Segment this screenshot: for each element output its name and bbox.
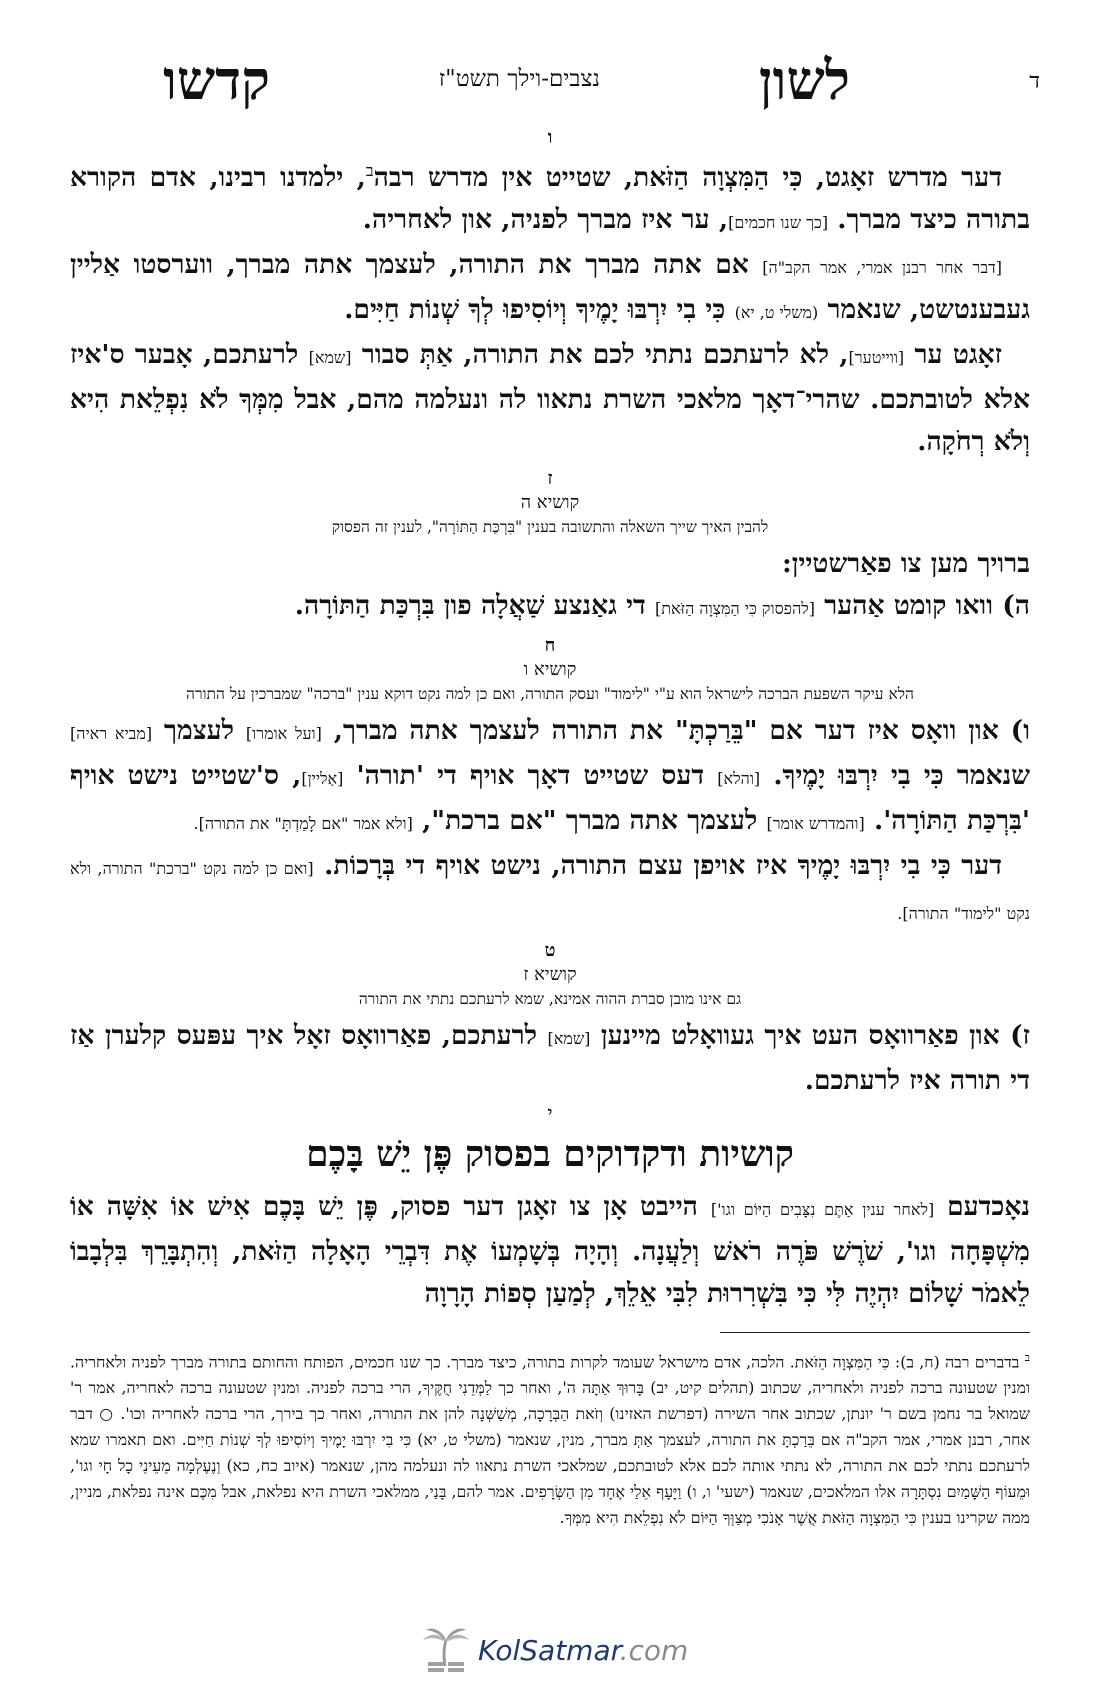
section-heading: קושיות ודקדוקים בפסוק פֶּן יֵשׁ בָּכֶם — [306, 1132, 794, 1175]
paragraph-ki-vi: דער כִּי בִי יִרְבּוּ יָמֶיךָ איז אויפן עצם התורה, נישט אויף די בְּרָכוֹת. [ואם כן למה נקט "ברכת" התורה, ולא נקט "לימוד" התורה]. — [70, 849, 1030, 923]
header-title-left: קדשו — [163, 48, 270, 112]
section-marker-yud: י — [547, 1100, 553, 1125]
running-header — [60, 48, 1040, 118]
question-subtitle: גם אינו מובן סברת ההוה אמינא, שמא לרעתכם נתתי את התורה — [358, 989, 742, 1008]
footnote-rule — [720, 1332, 1030, 1333]
paragraph-lo-leraatchem: זאָגט ער [ווייטער], לא לרעתכם נתתי לכם את התורה, אַתְּ סבור [שמא] לרעתכם, אָבער ס'איז אלא לטובתכם. שהרי־דאָך מלאכי השרת נתאוו לה ונעלמה מהם, אבל מִמְּךָ לֹא נִפְלֵאת הִיא וְלֹא רְחֹקָה. — [70, 338, 1030, 457]
header-subtitle: נצבים-וילך תשט"ז — [438, 66, 600, 92]
main-text — [70, 122, 1030, 1315]
footnote — [70, 1345, 1030, 1531]
question-title: קושיא ה — [520, 491, 580, 513]
page-number: ד — [1029, 69, 1040, 94]
question-title: קושיא ז — [523, 963, 577, 985]
header-title-right: לשון — [758, 48, 850, 112]
site-logo[interactable] — [418, 1622, 688, 1680]
paragraph-midrash: דער מדרש זאָגט, כִּי הַמִּצְוָה הַזֹּאת, שטייט אין מדרש רבה$^ב$, ילמדנו רבינו, אדם הקורא בתורה כיצד מברך. [כך שנו חכמים], ער איז מברך לפניה, און לאחריה. — [70, 161, 1030, 235]
question-title: קושיא ו — [523, 658, 577, 680]
paragraph-pen-yesh: נאָכדעם [לאחר ענין אַתֶּם נִצָּבִים הַיּוֹם וגו'] הייבט אָן צו זאָגן דער פסוק, פֶּן יֵשׁ בָּכֶם אִישׁ אוֹ אִשָּׁה אוֹ מִשְׁפָּחָה וגו', שֹׁרֶשׁ פֹּרֶה רֹאשׁ וְלַעֲנָה. וְהָיָה בְּשָׁמְעוֹ אֶת דִּבְרֵי הָאָלָה הַזֹּאת, וְהִתְבָּרֵךְ בִּלְבָבוֹ לֵאמֹר שָׁלוֹם יִהְיֶה לִּי כִּי בִּשְׁרִרוּת לִבִּי אֵלֵךְ, לְמַעַן סְפוֹת הָרָוָה — [70, 1190, 1030, 1309]
section-marker-chet: ח — [544, 634, 556, 656]
section-marker-tet: ט — [544, 939, 556, 961]
section-marker-zayin: ז — [547, 467, 553, 489]
footnote-mark: ב — [1024, 1351, 1030, 1364]
palm-book-icon — [418, 1622, 474, 1678]
footnote-text: בדברים רבה (ח, ב): כִּי הַמִּצְוָה הַזֹּאת. הלכה, אדם מישראל שעומד לקרות בתורה, כיצד מברך. כך שנו חכמים, הפותח והחותם בתורה מברך לפניה ולאחריה. ומנין שטעונה ברכה לפניה ולאחריה, שכתוב (תהלים קיט, יב) בָּרוּךְ אַתָּה ה', ואחר כך לַמְּדֵנִי חֻקֶּיךָ, הרי ברכה לפניה. ומנין שטעונה ברכה לאחריה, אמר ר' שמואל בר נחמן בשם ר' יונתן, שכתוב אחר השירה (דפרשת האזינו) וְזֹאת הַבְּרָכָה, מְשַׁשְּׁנָה להן את התורה, ואחר כך בירך, הרי ברכה לאחריה וכו'. ○ דבר אחר, רבנן אמרי, אמר הקב"ה אם בֵּרַכְתָּ את התורה, לעצמך אַתְּ מברך, מנין, שנאמר (משלי ט, יא) כִּי בִי יִרְבּוּ יָמֶיךָ וְיוֹסִיפוּ לְךָ שְׁנוֹת חַיִּים. ואם תאמרו שמא לרעתכם נתתי לכם את התורה, לא נתתי אותה לכם אלא לטובתכם, שמלאכי השרת נתאוו לה ונעלמה מהן, שנאמר (איוב כח, כא) וְנֶעֶלְמָה מֵעֵינֵי כָל חָי וגו', וּמֵעוֹף הַשָּׁמַיִם נִסְתָּרָה אלו המלאכים, שנאמר (ישעי' ו, ו) וַיָּעָף אֵלַי אֶחָד מִן הַשְּׂרָפִים. אמר להם, בָּנַי, ממלאכי השרת היא נפלאת, אבל מִכֶּם אינה נפלאת, מניין, ממה שקרינו בענין כִּי הַמִּצְוָה הַזֹּאת אֲשֶׁר אָנֹכִי מְצַוְּךָ הַיּוֹם לֹא נִפְלֵאת הִיא מִמְּךָ. — [70, 1352, 1030, 1528]
logo-text: KolSatmar.com — [478, 1634, 689, 1667]
section-marker-vav: ו — [547, 127, 553, 148]
paragraph-brauch: ברויך מען צו פאַרשטיין: — [782, 547, 1030, 579]
paragraph-davar-acher: [דבר אחר רבנן אמרי, אמר הקב"ה] אם אתה מברך את התורה, לעצמך אתה מברך, ווערסטו אַליין געבענטשט, שנאמר (משלי ט, יא) כִּי בִי יִרְבּוּ יָמֶיךָ וְיוֹסִיפוּ לְךָ שְׁנוֹת חַיִּים. — [70, 248, 1030, 325]
paragraph-question-6: ו) און וואָס איז דער אם "בֵּרַכְתָּ" את התורה לעצמך אתה מברך, [ועל אומרו] לעצמך [מביא ראיה] שנאמר כִּי בִי יִרְבּוּ יָמֶיךָ. [והלא] דעס שטייט דאָך אויף די 'תורה' [אַליין], ס'שטייט נישט אויף 'בִּרְכַּת הַתּוֹרָה'. [והמדרש אומר] לעצמך אתה מברך "אם ברכת", [ולא אמר "אם לָמַדְתָּ" את התורה]. — [70, 714, 1030, 836]
paragraph-question-7: ז) און פאַרוואָס העט איך געוואָלט מיינען [שמא] לרעתכם, פאַרוואָס זאָל איך עפּעס קלערן אַז די תורה איז לרעתכם. — [70, 1019, 1030, 1096]
paragraph-question-5: ה) וואו קומט אַהער [להפסוק כִּי הַמִּצְוָה הַזֹּאת] די גאַנצע שַׁאֲלָה פון בִּרְכַּת הַתּוֹרָה. — [294, 589, 1030, 621]
question-subtitle: הלא עיקר השפעת הברכה לישראל הוא ע"י "לימוד" ועסק התורה, ואם כן למה נקט דוקא ענין "ברכה" שמברכין על התורה — [186, 684, 914, 703]
question-subtitle: להבין האיך שייך השאלה והתשובה בענין "בִּרְכַּת הַתּוֹרָה", לענין זה הפסוק — [331, 517, 769, 536]
